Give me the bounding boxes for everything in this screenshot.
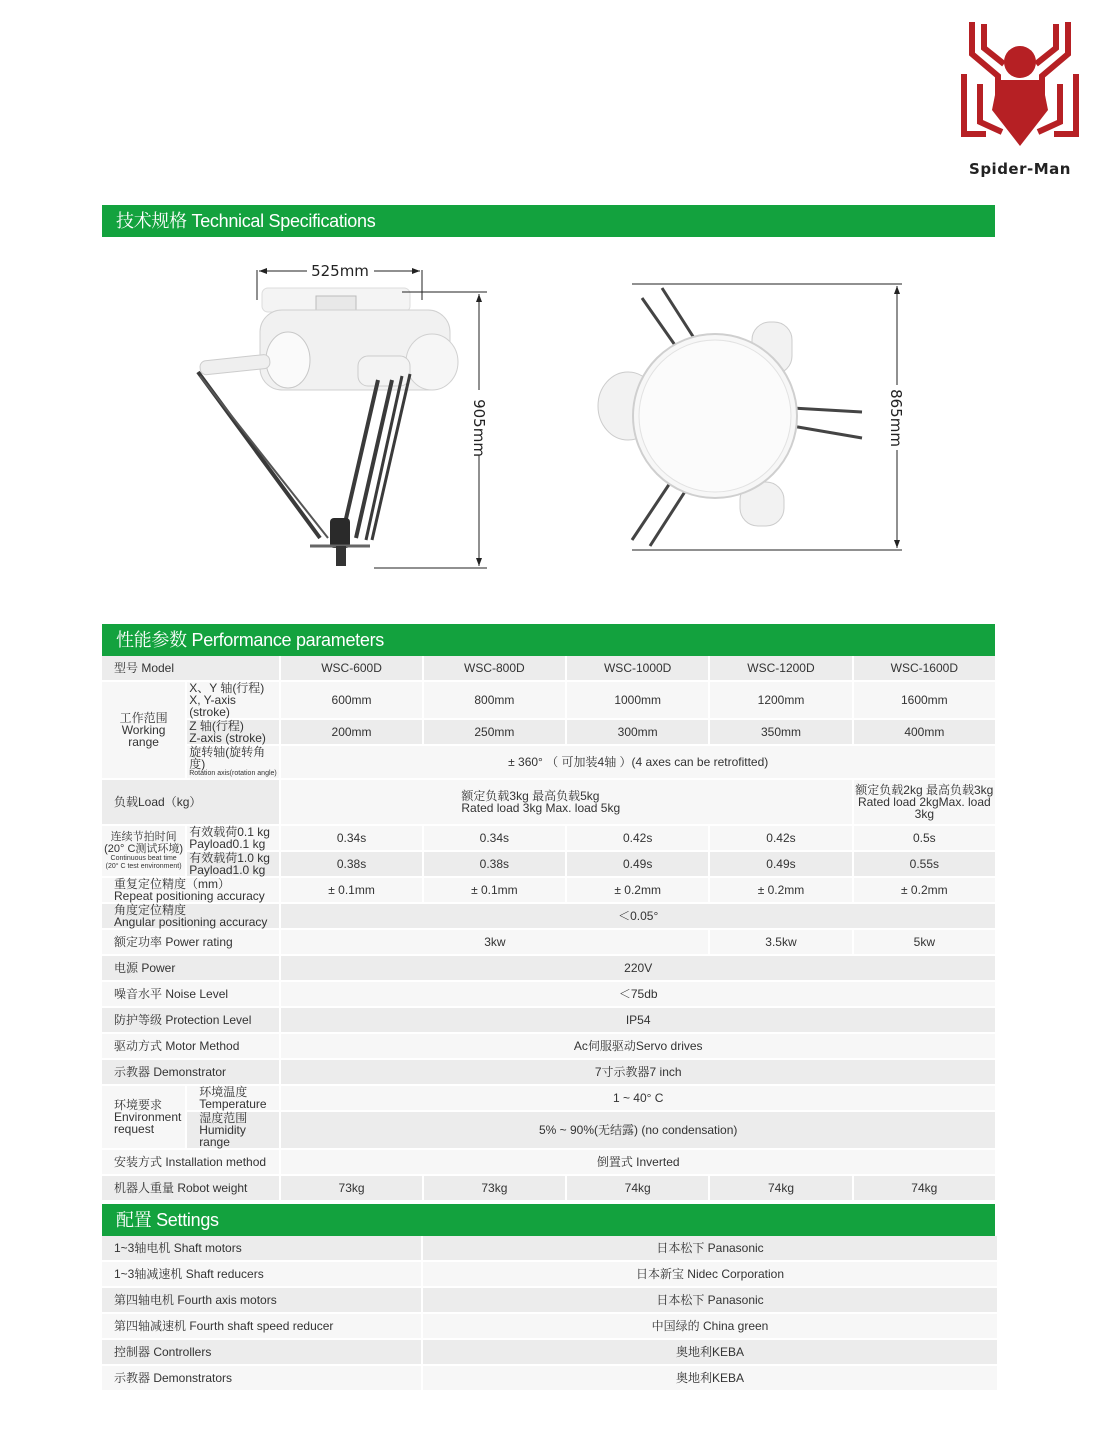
setting-label: 1~3轴电机 Shaft motors	[114, 1241, 242, 1255]
side-height-dimension: 905mm	[470, 399, 488, 457]
xy-value: 1000mm	[614, 693, 662, 707]
power-label: 电源 Power	[114, 961, 176, 975]
setting-label: 示教器 Demonstrators	[114, 1371, 233, 1385]
model-label: 型号 Model	[114, 661, 175, 675]
table-row-z	[102, 720, 995, 744]
xy-value: 1600mm	[900, 693, 948, 707]
tech-spec-header: 技术规格 Technical Specifications	[102, 205, 995, 237]
table-row-humidity	[102, 1112, 995, 1148]
model-cell: WSC-1600D	[890, 661, 958, 675]
model-cell: WSC-1000D	[603, 661, 672, 675]
z-axis-label: Z 轴(行程) Z-axis (stroke)	[189, 719, 266, 745]
table-row-noise	[102, 982, 995, 1006]
beat-value: 0.38s	[336, 857, 367, 871]
motor-label: 驱动方式 Motor Method	[114, 1039, 240, 1053]
table-row-power	[102, 956, 995, 980]
motor-value: Ac伺服驱动Servo drives	[573, 1039, 703, 1053]
weight-value: 73kg	[338, 1181, 365, 1195]
demonstrator-label: 示教器 Demonstrator	[114, 1065, 227, 1079]
table-row	[102, 1366, 997, 1390]
table-row-temperature	[102, 1086, 995, 1110]
brand-logo	[958, 14, 1088, 184]
model-cell: WSC-1200D	[747, 661, 815, 675]
table-row	[102, 1288, 997, 1312]
power-rating-value: 3kw	[484, 935, 506, 949]
noise-value: ＜75db	[618, 987, 658, 1001]
repeat-value: ± 0.1mm	[471, 883, 518, 897]
beat-value: 0.55s	[909, 857, 939, 871]
setting-value: 中国绿的 China green	[651, 1319, 769, 1333]
beat-value: 0.38s	[479, 857, 510, 871]
table-row-repeat-accuracy	[102, 878, 995, 902]
demonstrator-value: 7寸示教器7 inch	[594, 1065, 682, 1079]
repeat-accuracy-label: 重复定位精度（mm） Repeat positioning accuracy	[114, 877, 265, 903]
table-row-load	[102, 780, 995, 824]
beat-value: 0.5s	[912, 831, 936, 845]
beat-value: 0.34s	[479, 831, 510, 845]
angular-value: ＜0.05°	[618, 909, 659, 923]
beat-value: 0.49s	[766, 857, 796, 871]
load-value-1600: 额定负载2kg 最高负载3kg Rated load 2kgMax. load 3kg	[854, 780, 995, 824]
table-row	[102, 1236, 997, 1260]
temperature-value: 1 ~ 40° C	[612, 1091, 664, 1105]
power-rating-value: 3.5kw	[765, 935, 797, 949]
table-row-motor	[102, 1034, 995, 1058]
table-row-rotation	[102, 746, 995, 778]
power-rating-label: 额定功率 Power rating	[114, 935, 233, 949]
z-value: 250mm	[474, 725, 515, 739]
humidity-label: 湿度范围 Humidity range	[199, 1111, 248, 1149]
table-row-beat-01	[102, 826, 995, 850]
table-row	[102, 1262, 997, 1286]
weight-label: 机器人重量 Robot weight	[114, 1181, 248, 1195]
table-row	[102, 1314, 997, 1338]
rotation-value: ± 360° （ 可加装4轴 ）(4 axes can be retrofitted)	[508, 755, 769, 769]
power-value: 220V	[624, 961, 653, 975]
setting-label: 第四轴减速机 Fourth shaft speed reducer	[114, 1319, 334, 1333]
payload-10-label: 有效载荷1.0 kg Payload1.0 kg	[189, 851, 270, 877]
settings-table	[100, 1234, 999, 1392]
settings-header: 配置 Settings	[102, 1204, 995, 1236]
beat-value: 0.42s	[766, 831, 796, 845]
table-row-weight	[102, 1176, 995, 1200]
brand-name: Spider-Man	[969, 160, 1071, 178]
load-value-group: 额定负载3kg 最高负载5kg Rated load 3kg Max. load 5kg	[281, 780, 851, 824]
angular-accuracy-label: 角度定位精度 Angular positioning accuracy	[114, 903, 268, 929]
table-row-xy	[102, 682, 995, 718]
noise-label: 噪音水平 Noise Level	[114, 987, 229, 1001]
xy-axis-label: X、Y 轴(行程) X, Y-axis (stroke)	[189, 681, 265, 719]
z-value: 400mm	[904, 725, 945, 739]
side-view-robot	[198, 262, 488, 568]
beat-value: 0.49s	[622, 857, 653, 871]
top-view-robot	[598, 284, 905, 550]
weight-value: 74kg	[624, 1181, 651, 1195]
z-value: 300mm	[617, 725, 658, 739]
table-row-power-rating	[102, 930, 995, 954]
xy-value: 1200mm	[757, 693, 805, 707]
setting-value: 日本新宝 Nidec Corporation	[635, 1267, 785, 1281]
beat-time-label: 连续节拍时间 (20° C测试环境) Continuous beat time (20° C test environment)	[102, 826, 185, 876]
performance-header: 性能参数 Performance parameters	[102, 624, 995, 656]
table-row-demonstrator	[102, 1060, 995, 1084]
setting-label: 控制器 Controllers	[114, 1345, 212, 1359]
table-row-protection	[102, 1008, 995, 1032]
protection-value: IP54	[625, 1013, 651, 1027]
model-cell: WSC-800D	[464, 661, 525, 675]
repeat-value: ± 0.2mm	[757, 883, 805, 897]
repeat-value: ± 0.2mm	[614, 883, 661, 897]
table-row-beat-10	[102, 852, 995, 876]
setting-value: 奥地利KEBA	[675, 1345, 745, 1359]
beat-value: 0.42s	[622, 831, 653, 845]
width-dimension: 525mm	[311, 262, 369, 280]
temperature-label: 环境温度 Temperature	[199, 1085, 267, 1111]
performance-table	[100, 654, 997, 1202]
z-value: 200mm	[331, 725, 372, 739]
table-row	[102, 1340, 997, 1364]
repeat-value: ± 0.1mm	[328, 883, 375, 897]
environment-label: 环境要求 Environment request	[102, 1086, 185, 1148]
installation-value: 倒置式 Inverted	[596, 1155, 680, 1169]
table-row-angular-accuracy	[102, 904, 995, 928]
z-value: 350mm	[760, 725, 801, 739]
table-row-installation	[102, 1150, 995, 1174]
payload-01-label: 有效载荷0.1 kg Payload0.1 kg	[189, 825, 270, 851]
weight-value: 74kg	[911, 1181, 938, 1195]
spider-logo-icon	[958, 14, 1082, 154]
setting-value: 日本松下 Panasonic	[656, 1241, 764, 1255]
top-height-dimension: 865mm	[887, 389, 905, 447]
table-row-model	[102, 656, 995, 680]
xy-value: 800mm	[474, 693, 515, 707]
beat-value: 0.34s	[336, 831, 367, 845]
power-rating-value: 5kw	[913, 935, 935, 949]
setting-label: 第四轴电机 Fourth axis motors	[114, 1293, 277, 1307]
setting-label: 1~3轴减速机 Shaft reducers	[114, 1267, 264, 1281]
model-cell: WSC-600D	[321, 661, 382, 675]
rotation-axis-label: 旋转轴(旋转角度) Rotation axis(rotation angle)	[189, 745, 277, 777]
setting-value: 日本松下 Panasonic	[656, 1293, 764, 1307]
repeat-value: ± 0.2mm	[901, 883, 948, 897]
protection-label: 防护等级 Protection Level	[114, 1013, 252, 1027]
setting-value: 奥地利KEBA	[675, 1371, 745, 1385]
load-label: 负载Load（kg）	[114, 795, 202, 809]
weight-value: 74kg	[767, 1181, 794, 1195]
installation-label: 安装方式 Installation method	[114, 1155, 267, 1169]
weight-value: 73kg	[481, 1181, 508, 1195]
working-range-label: 工作范围 Working range	[102, 682, 185, 778]
dimension-drawings	[102, 240, 995, 610]
xy-value: 600mm	[331, 693, 372, 707]
humidity-value: 5% ~ 90%(无结露) (no condensation)	[538, 1123, 738, 1137]
